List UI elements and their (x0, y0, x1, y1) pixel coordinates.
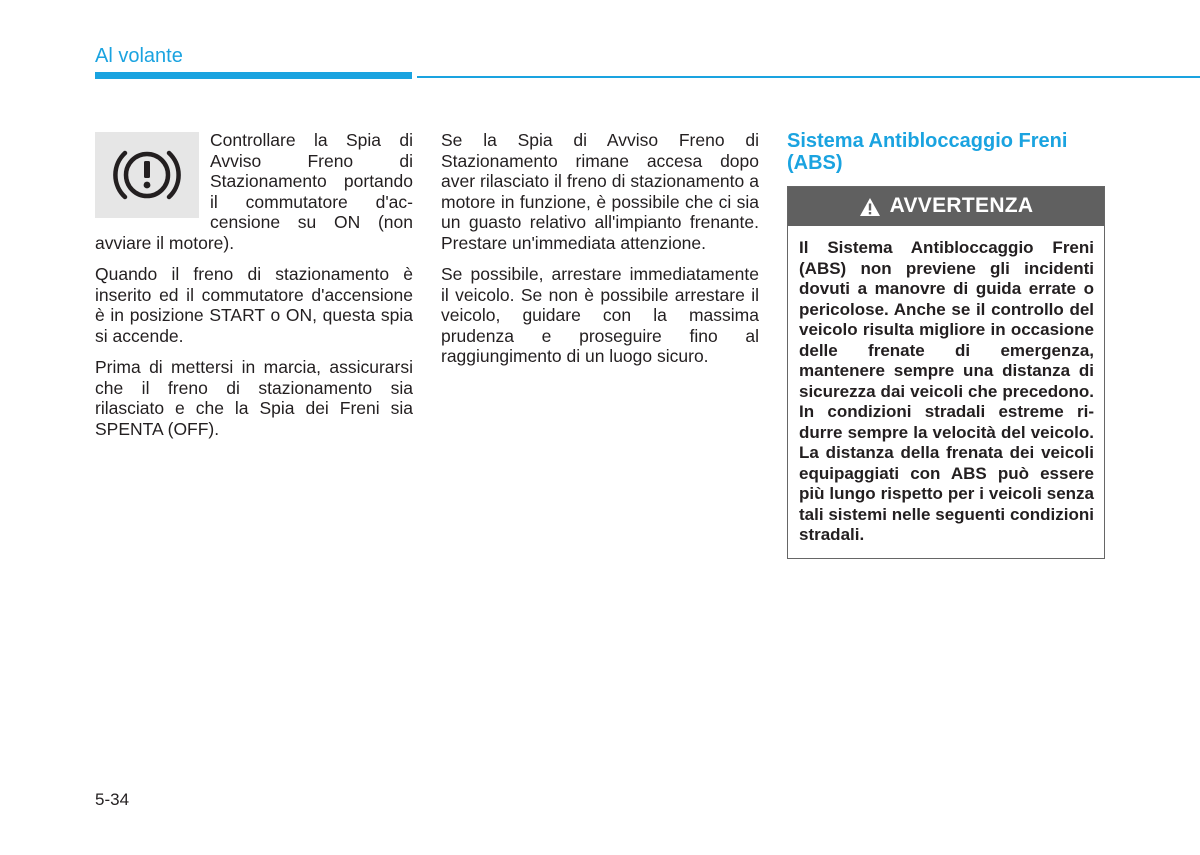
column-right (787, 130, 1106, 559)
before-driving-text: Prima di mettersi in marcia, assicurarsi che il freno di stazionamento sia rilasciato e che la Spia dei Freni sia SPENTA (OFF). (95, 357, 413, 439)
lamp-check-text: Controllare la Spia di Avviso Freno di Stazionamento portando il commutatore d'accensione su ON (non avviare il motore). (95, 130, 413, 253)
column-middle (441, 130, 759, 378)
column-left (95, 130, 413, 450)
warning-header (788, 187, 1104, 226)
page-number: 5-34 (95, 790, 130, 809)
header-rule-thick (95, 72, 412, 79)
lamp-block (95, 130, 413, 264)
header-rule-thin (417, 76, 1200, 78)
warning-box (787, 186, 1105, 559)
section-title: Al volante (95, 45, 183, 67)
parking-brake-warning-icon (95, 132, 199, 218)
warning-triangle-icon (859, 197, 881, 217)
warning-text: Il Sistema Antibloccaggio Freni (ABS) non previene gli incidenti dovuti a manovre di guida errate o pericolose. Anche se il controllo del veicolo risulta migliore in occasione delle frenate di emergenza, mantenere sempre una distanza di sicurezza dai veicoli che precedono. In condizioni stradali estreme ridurre sempre la velocità del veicolo. La distanza della frenata dei veicoli equipaggiati con ABS può essere più lungo rispetto per i veicoli senza tali sistemi nelle seguenti condizioni stradali. (799, 238, 1094, 544)
lamp-stays-on-text: Se la Spia di Avviso Freno di Stazionamento rimane accesa dopo aver rilasciato il freno di stazionamento a motore in funzione, è possibile che ci sia un guasto relativo all'impianto frenante. Prestare un'immediata attenzione. (441, 130, 759, 253)
brake-engaged-text: Quando il freno di stazionamento è inserito ed il commutatore d'accensione è in posizione START o ON, questa spia si accende. (95, 264, 413, 346)
warning-label: AVVERTENZA (889, 194, 1034, 218)
abs-section-title: Sistema Antibloccaggio Freni (ABS) (787, 130, 1068, 174)
stop-vehicle-text: Se possibile, arrestare immediatamente il veicolo. Se non è possibile arrestare il veicolo, guidare con la massima prudenza e proseguire fino al raggiungimento di un luogo sicuro. (441, 264, 759, 366)
